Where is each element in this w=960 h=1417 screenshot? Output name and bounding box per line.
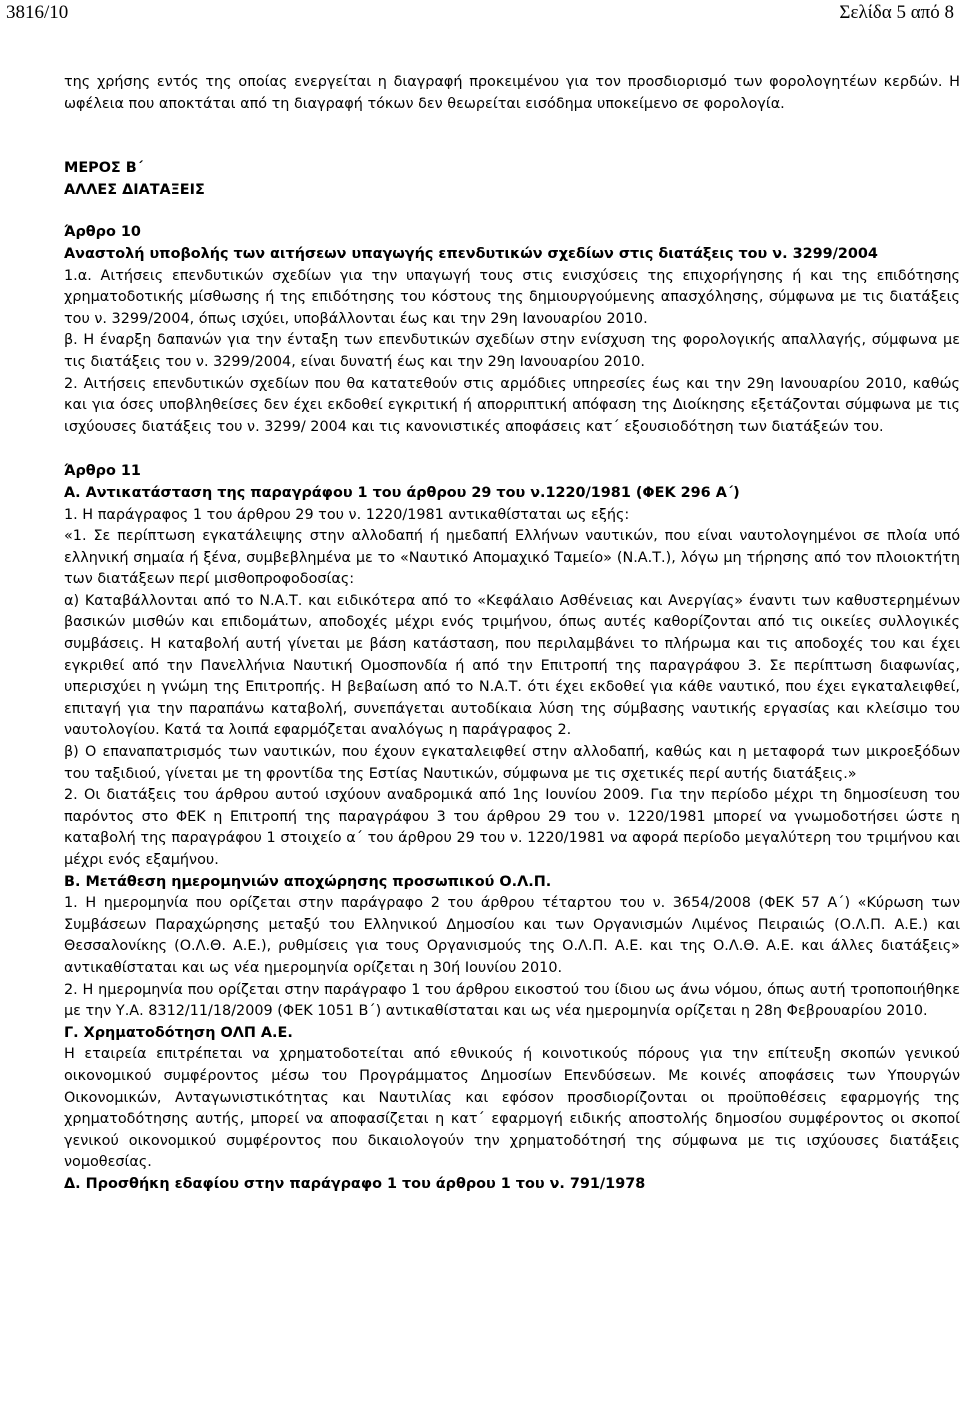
article-11-section-g-paragraph: Η εταιρεία επιτρέπεται να χρηματοδοτείται από εθνικούς ή κοινοτικούς πόρους για την επίτευξη σκοπών γενικού οικονομικού συμφέροντος μέσω του Προγράμματος Δημοσίων Επενδύσεων. Με κοινές αποφάσεις των Υπουργών Οικονομικών, Ανταγωνιστικότητας και Ναυτιλίας και εφόσον προσδιορίζονται οι προϋποθέσεις εφαρμογής της χρηματοδότησης αυτής, μπορεί να αποφασίζεται η κατ΄ εφαρμογή ειδικής αποστολής δημοσίου συμφέροντος οι σκοποί γενικού οικονομικού συμφέροντος που δικαιολογούν την χρηματοδότησή της σύμφωνα με τις ισχύουσες διατάξεις νομοθεσίας. [64,1046,960,1171]
article-10-heading: Αναστολή υποβολής των αιτήσεων υπαγωγής επενδυτικών σχεδίων στις διατάξεις του ν. 3299/2004 [64,245,878,262]
article-11-title: Άρθρο 11 [64,463,141,480]
article-10-paragraph-1b: β. Η έναρξη δαπανών για την ένταξη των επενδυτικών σχεδίων στην ενίσχυση της φορολογικής απαλλαγής, σύμφωνα με τις διατάξεις του ν. 3299/2004, είναι δυνατή έως και την 29η Ιανουαρίου 2010. [64,332,960,370]
document-number: 3816/10 [6,2,69,23]
article-11-section-a-quote: «1. Σε περίπτωση εγκατάλειψης στην αλλοδαπή ή ημεδαπή Ελλήνων ναυτικών, που είναι ναυτολογημένοι σε πλοία υπό ελληνική σημαία ή ξένα, συμβεβλημένα με το «Ναυτικό Απομαχικό Ταμείο» (Ν.Α.Τ.), λόγω μη τήρησης από τον πλοιοκτήτη των διατάξεων περί μισθοπροφοδοσίας: [64,528,960,588]
document-body [64,72,960,1196]
article-11-section-b-paragraph-2: 2. Η ημερομηνία που ορίζεται στην παράγραφο 1 του άρθρου εικοστού του ίδιου ως άνω νόμου, όπως αυτή τροποποιήθηκε με την Υ.Α. 8312/11/18/2009 (ΦΕΚ 1051 Β΄) αντικαθίσταται και ως νέα ημερομηνία ορίζεται η 28η Φεβρουαρίου 2010. [64,981,960,1020]
article-11-section-a-item-beta: β) Ο επαναπατρισμός των ναυτικών, που έχουν εγκαταλειφθεί στην αλλοδαπή, καθώς και η μεταφορά των μικροεξόδων του ταξιδιού, γίνεται με τη φροντίδα της Εστίας Ναυτικών, σύμφωνα με τις σχετικές περί αυτής διατάξεις.» [64,744,960,782]
page-header [0,0,960,30]
article-11-section-a-heading: Α. Αντικατάσταση της παραγράφου 1 του άρθρου 29 του ν.1220/1981 (ΦΕΚ 296 Α΄) [64,484,740,501]
part-subtitle: ΑΛΛΕΣ ΔΙΑΤΑΞΕΙΣ [64,181,205,198]
article-10-paragraph-2: 2. Αιτήσεις επενδυτικών σχεδίων που θα κατατεθούν στις αρμόδιες υπηρεσίες έως και την 29η Ιανουαρίου 2010, καθώς και για όσες υποβληθείσες δεν έχει εκδοθεί εγκριτική ή απορριπτική απόφαση της Διοίκησης εξετάζονται σύμφωνα με τις ισχύουσες διατάξεις του ν. 3299/ 2004 και τις κανονιστικές αποφάσεις κατ΄ εξουσιοδότηση των διατάξεών του. [64,375,960,435]
article-11-section-a-paragraph-1: 1. Η παράγραφος 1 του άρθρου 29 του ν. 1220/1981 αντικαθίσταται ως εξής: [64,506,630,523]
article-11-section-a-paragraph-2: 2. Οι διατάξεις του άρθρου αυτού ισχύουν αναδρομικά από 1ης Ιουνίου 2009. Για την περίοδο μέχρι τη δημοσίευση του παρόντος στο ΦΕΚ η Επιτροπή της παραγράφου 3 του άρθρου 29 του ν. 1220/1981 μπορεί να γνωμοδοτήσει ώστε η καταβολή της παραγράφου 1 στοιχείο α΄ του άρθρου 29 του ν. 1220/1981 να αφορά περίοδο μεγαλύτερη του τριμήνου και μέχρι ενός εξαμήνου. [64,787,960,868]
article-10-paragraph-1a: 1.α. Αιτήσεις επενδυτικών σχεδίων για την υπαγωγή τους στις ενισχύσεις της επιχορήγησης ή και της επιδότησης χρηματοδοτικής μίσθωσης ή της επιδότησης του κόστους της δημιουργούμενης απασχόλησης, σύμφωνα με τις διατάξεις του ν. 3299/2004, όπως ισχύει, υποβάλλονται έως και την 29η Ιανουαρίου 2010. [64,267,960,327]
intro-paragraph: της χρήσης εντός της οποίας ενεργείται η διαγραφή προκειμένου για τον προσδιορισμό των φορολογητέων κερδών. Η ωφέλεια που αποκτάται από τη διαγραφή τόκων δεν θεωρείται εισόδημα υποκείμενο σε φορολογία. [64,74,960,112]
article-11-section-b-heading: Β. Μετάθεση ημερομηνιών αποχώρησης προσωπικού Ο.Λ.Π. [64,873,552,890]
article-11-section-d-heading: Δ. Προσθήκη εδαφίου στην παράγραφο 1 του άρθρου 1 του ν. 791/1978 [64,1175,646,1192]
article-11-section-g-heading: Γ. Χρηματοδότηση ΟΛΠ Α.Ε. [64,1024,293,1041]
article-10-title: Άρθρο 10 [64,224,141,241]
article-11-section-a-item-alpha: α) Καταβάλλονται από το Ν.Α.Τ. και ειδικότερα από το «Κεφάλαιο Ασθένειας και Ανεργίας» έναντι των καθυστερημένων βασικών μισθών και επιδομάτων, αποδοχές μέχρι ενός τριμήνου, όπως αυτές καθορίζονται από τις οικείες συλλογικές συμβάσεις. Η καταβολή αυτή γίνεται με βάση κατάσταση, που περιλαμβάνει το πλήρωμα και τις αποδοχές του και έχει εγκριθεί από την Πανελλήνια Ναυτική Ομοσπονδία ή από την Επιτροπή της παραγράφου 3. Σε περίπτωση διαφωνίας, υπερισχύει η γνώμη της Επιτροπής. Η βεβαίωση από το Ν.Α.Τ. ότι έχει εκδοθεί για κάθε ναυτικό, που έχει εγκαταλειφθεί, επιταγή για την παραπάνω καταβολή, συνεπάγεται αυτοδίκαια λύση της σύμβασης ναυτικής εργασίας και κλείσιμο του ναυτολογίου. Κατά τα λοιπά εφαρμόζεται αναλόγως η παράγραφος 2. [64,592,960,739]
part-title: ΜΕΡΟΣ Β΄ [64,160,144,177]
article-11-section-b-paragraph-1: 1. Η ημερομηνία που ορίζεται στην παράγραφο 2 του άρθρου τέταρτου του ν. 3654/2008 (ΦΕΚ 57 Α΄) «Κύρωση των Συμβάσεων Παραχώρησης μεταξύ του Ελληνικού Δημοσίου και των Οργανισμών Λιμένος Πειραιώς (Ο.Λ.Π. Α.Ε.) και Θεσσαλονίκης (Ο.Λ.Θ. Α.Ε.), ρυθμίσεις για τους Οργανισμούς της Ο.Λ.Π. Α.Ε. και της Ο.Λ.Θ. Α.Ε. και άλλες διατάξεις» αντικαθίσταται και ως νέα ημερομηνία ορίζεται η 30ή Ιουνίου 2010. [64,895,960,976]
page-indicator: Σελίδα 5 από 8 [839,2,954,23]
